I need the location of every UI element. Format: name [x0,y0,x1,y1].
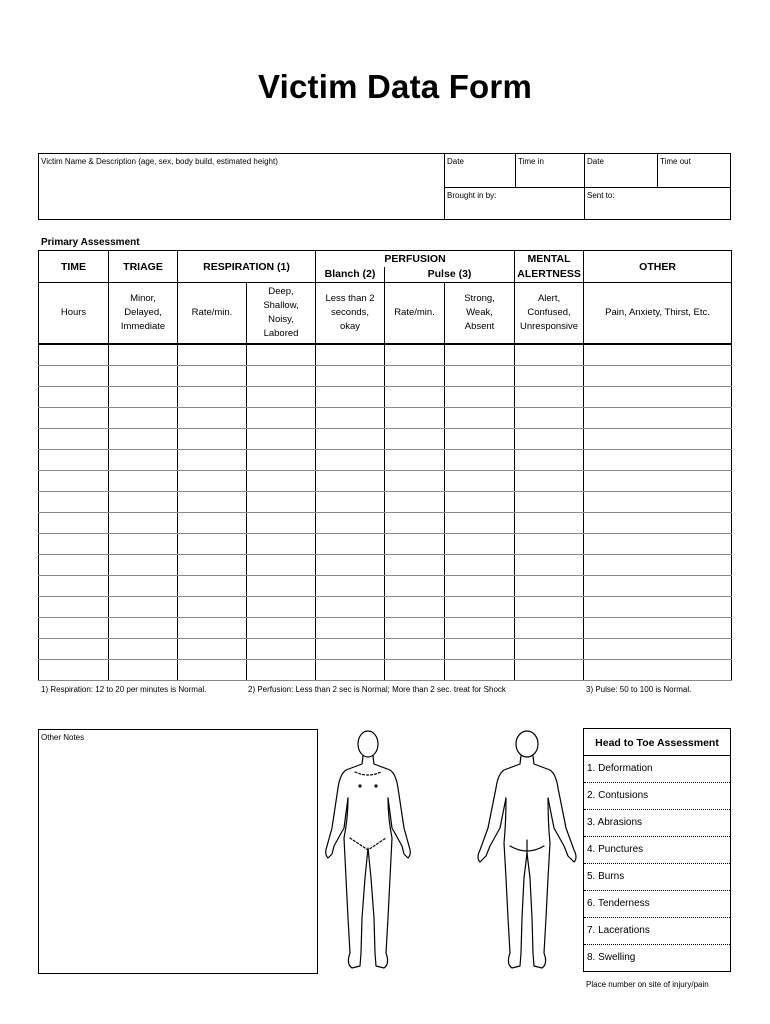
mental-opt: Confused, [527,306,571,318]
other-notes-label: Other Notes [41,733,85,742]
table-cell[interactable] [515,428,584,449]
table-cell[interactable] [247,365,316,386]
time-out-label: Time out [660,157,691,166]
table-cell[interactable] [445,617,515,638]
table-cell[interactable] [178,554,247,575]
table-cell[interactable] [445,407,515,428]
table-cell[interactable] [178,428,247,449]
table-cell[interactable] [109,407,178,428]
table-cell[interactable] [316,470,385,491]
victim-info-box [38,153,731,220]
mental-header-line2: ALERTNESS [515,267,584,283]
assessment-item-lacerations: 7. Lacerations [584,917,730,944]
time-header: TIME [39,251,109,283]
table-cell[interactable] [445,575,515,596]
table-cell[interactable] [445,512,515,533]
table-cell[interactable] [515,638,584,659]
body-back-diagram[interactable] [472,728,582,976]
time-in-label: Time in [518,157,544,166]
time-in-field[interactable] [516,154,585,188]
table-cell[interactable] [515,344,584,366]
table-cell[interactable] [109,365,178,386]
pulse-quality-opt: Strong, [464,292,495,304]
mental-opt: Unresponsive [519,320,579,332]
table-cell[interactable] [247,554,316,575]
date-out-field[interactable] [585,154,658,188]
table-cell[interactable] [385,617,445,638]
table-cell[interactable] [445,491,515,512]
table-cell[interactable] [385,638,445,659]
table-cell[interactable] [178,365,247,386]
table-cell[interactable] [39,554,109,575]
victim-name-field[interactable] [39,154,445,219]
table-row [39,596,732,617]
table-cell[interactable] [445,470,515,491]
table-cell[interactable] [316,617,385,638]
resp-quality-opt: Deep, [268,285,294,297]
table-cell[interactable] [316,428,385,449]
table-cell[interactable] [39,533,109,554]
table-row [39,533,732,554]
table-row [39,659,732,680]
table-cell[interactable] [515,449,584,470]
table-cell[interactable] [385,386,445,407]
time-out-field[interactable] [658,154,730,188]
blanch-opt: seconds, [331,306,370,318]
table-cell[interactable] [584,470,732,491]
table-cell[interactable] [515,407,584,428]
assessment-item-swelling: 8. Swelling [584,944,730,971]
table-cell[interactable] [178,344,247,366]
triage-opt: Delayed, [124,306,162,318]
assessment-entry-rows [39,344,732,681]
table-cell[interactable] [109,491,178,512]
head-to-toe-panel [583,728,731,972]
table-cell[interactable] [178,512,247,533]
brought-in-by-label: Brought in by: [447,191,497,200]
table-cell[interactable] [515,596,584,617]
table-row [39,575,732,596]
table-cell[interactable] [385,533,445,554]
table-cell[interactable] [178,638,247,659]
table-cell[interactable] [584,659,732,680]
table-cell[interactable] [247,512,316,533]
resp-quality-subheader [247,283,316,344]
mental-opt: Alert, [537,292,561,304]
table-cell[interactable] [515,575,584,596]
table-cell[interactable] [247,407,316,428]
table-cell[interactable] [247,575,316,596]
victim-name-label: Victim Name & Description (age, sex, body build, estimated height) [41,157,278,166]
table-cell[interactable] [39,596,109,617]
table-cell[interactable] [385,470,445,491]
table-cell[interactable] [109,596,178,617]
assessment-item-burns: 5. Burns [584,863,730,890]
mental-subheader [515,283,584,344]
table-cell[interactable] [515,491,584,512]
table-cell[interactable] [445,554,515,575]
blanch-subheader [316,283,385,344]
table-cell[interactable] [584,491,732,512]
table-cell[interactable] [515,554,584,575]
perfusion-header: PERFUSION [316,251,515,267]
table-cell[interactable] [385,554,445,575]
table-cell[interactable] [178,470,247,491]
table-cell[interactable] [247,659,316,680]
blanch-opt: okay [339,320,361,332]
table-cell[interactable] [515,533,584,554]
blanch-opt: Less than 2 [325,292,375,304]
table-row [39,512,732,533]
table-cell[interactable] [39,386,109,407]
table-cell[interactable] [385,659,445,680]
table-cell[interactable] [445,596,515,617]
table-cell[interactable] [247,491,316,512]
triage-opt: Immediate [120,320,166,332]
table-cell[interactable] [316,386,385,407]
head-to-toe-title: Head to Toe Assessment [583,728,731,756]
table-row [39,617,732,638]
table-cell[interactable] [247,470,316,491]
table-cell[interactable] [178,596,247,617]
table-cell[interactable] [445,365,515,386]
table-cell[interactable] [178,533,247,554]
table-cell[interactable] [247,428,316,449]
table-cell[interactable] [39,470,109,491]
table-cell[interactable] [247,533,316,554]
sent-to-field[interactable] [585,188,730,219]
table-cell[interactable] [515,659,584,680]
table-row [39,554,732,575]
pulse-quality-opt: Absent [464,320,495,332]
assessment-item-abrasions: 3. Abrasions [584,809,730,836]
table-cell[interactable] [39,365,109,386]
table-row [39,491,732,512]
table-cell[interactable] [39,428,109,449]
table-cell[interactable] [316,659,385,680]
footnote-perfusion: 2) Perfusion: Less than 2 sec is Normal; More than 2 sec. treat for Shock [248,685,506,694]
table-cell[interactable] [109,512,178,533]
table-cell[interactable] [584,449,732,470]
table-cell[interactable] [515,365,584,386]
table-cell[interactable] [385,596,445,617]
table-cell[interactable] [445,533,515,554]
table-cell[interactable] [178,617,247,638]
table-cell[interactable] [109,428,178,449]
pulse-header: Pulse (3) [385,267,515,283]
table-cell[interactable] [109,470,178,491]
table-cell[interactable] [584,344,732,366]
pulse-quality-opt: Weak, [466,306,493,318]
table-row [39,449,732,470]
table-cell[interactable] [584,428,732,449]
table-cell[interactable] [445,428,515,449]
table-row [39,470,732,491]
table-cell[interactable] [385,575,445,596]
table-cell[interactable] [584,638,732,659]
table-cell[interactable] [385,428,445,449]
table-cell[interactable] [247,596,316,617]
table-cell[interactable] [316,344,385,366]
table-cell[interactable] [316,449,385,470]
table-cell[interactable] [316,533,385,554]
table-cell[interactable] [316,365,385,386]
table-cell[interactable] [385,449,445,470]
triage-opt: Minor, [130,292,156,304]
head-to-toe-footer: Place number on site of injury/pain [586,980,709,989]
form-title: Victim Data Form [258,68,532,105]
table-cell[interactable] [445,386,515,407]
assessment-item-tenderness: 6. Tenderness [584,890,730,917]
table-cell[interactable] [39,575,109,596]
table-cell[interactable] [178,575,247,596]
table-cell[interactable] [39,659,109,680]
resp-quality-opt: Labored [263,327,299,339]
table-cell[interactable] [584,407,732,428]
table-cell[interactable] [445,344,515,366]
table-cell[interactable] [515,512,584,533]
other-subheader: Pain, Anxiety, Thirst, Etc. [584,283,732,344]
resp-rate-subheader: Rate/min. [178,283,247,344]
resp-quality-opt: Shallow, [263,299,299,311]
table-cell[interactable] [385,491,445,512]
table-cell[interactable] [515,386,584,407]
table-cell[interactable] [316,554,385,575]
date-in-label: Date [447,157,464,166]
table-cell[interactable] [178,386,247,407]
triage-subheader [109,283,178,344]
table-cell[interactable] [584,386,732,407]
table-row [39,638,732,659]
table-row [39,365,732,386]
respiration-header: RESPIRATION (1) [178,251,316,283]
assessment-item-punctures: 4. Punctures [584,836,730,863]
table-cell[interactable] [39,638,109,659]
assessment-item-contusions: 2. Contusions [584,782,730,809]
other-notes-box[interactable] [38,729,318,974]
other-header: OTHER [584,251,732,283]
table-cell[interactable] [584,554,732,575]
table-cell[interactable] [316,512,385,533]
table-cell[interactable] [584,365,732,386]
footnote-respiration: 1) Respiration: 12 to 20 per minutes is Normal. [41,685,207,694]
table-cell[interactable] [445,638,515,659]
table-cell[interactable] [39,449,109,470]
table-cell[interactable] [385,365,445,386]
table-row [39,428,732,449]
table-cell[interactable] [316,491,385,512]
table-row [39,407,732,428]
resp-quality-opt: Noisy, [268,313,294,325]
table-cell[interactable] [316,575,385,596]
pulse-rate-subheader: Rate/min. [385,283,445,344]
table-cell[interactable] [39,407,109,428]
table-cell[interactable] [178,449,247,470]
pulse-quality-subheader [445,283,515,344]
table-cell[interactable] [39,617,109,638]
table-cell[interactable] [109,638,178,659]
table-cell[interactable] [584,575,732,596]
table-cell[interactable] [316,638,385,659]
table-cell[interactable] [109,575,178,596]
table-cell[interactable] [385,512,445,533]
table-cell[interactable] [39,344,109,366]
table-cell[interactable] [584,512,732,533]
head-to-toe-list [583,756,731,972]
sent-to-label: Sent to: [587,191,615,200]
table-cell[interactable] [316,596,385,617]
table-cell[interactable] [109,617,178,638]
body-front-diagram[interactable] [318,728,418,976]
table-cell[interactable] [109,344,178,366]
mental-header-line1: MENTAL [515,251,584,267]
table-cell[interactable] [515,470,584,491]
table-cell[interactable] [385,407,445,428]
table-cell[interactable] [178,407,247,428]
table-cell[interactable] [445,449,515,470]
assessment-item-deformation: 1. Deformation [587,763,653,774]
table-cell[interactable] [247,449,316,470]
date-out-label: Date [587,157,604,166]
table-row [39,344,732,366]
table-cell[interactable] [39,512,109,533]
table-cell[interactable] [247,344,316,366]
primary-assessment-title: Primary Assessment [41,237,140,248]
table-cell[interactable] [109,386,178,407]
table-cell[interactable] [584,617,732,638]
table-cell[interactable] [515,617,584,638]
table-cell[interactable] [109,449,178,470]
table-cell[interactable] [109,554,178,575]
table-cell[interactable] [247,638,316,659]
table-cell[interactable] [247,386,316,407]
triage-header: TRIAGE [109,251,178,283]
table-cell[interactable] [584,533,732,554]
brought-in-by-field[interactable] [445,188,585,219]
table-cell[interactable] [39,491,109,512]
table-cell[interactable] [178,491,247,512]
footnote-pulse: 3) Pulse: 50 to 100 is Normal. [586,685,692,694]
date-in-field[interactable] [445,154,516,188]
blanch-header: Blanch (2) [316,267,385,283]
table-cell[interactable] [584,596,732,617]
table-cell[interactable] [445,659,515,680]
table-cell[interactable] [109,533,178,554]
table-cell[interactable] [247,617,316,638]
table-cell[interactable] [109,659,178,680]
table-cell[interactable] [385,344,445,366]
table-row [39,386,732,407]
table-cell[interactable] [178,659,247,680]
table-cell[interactable] [316,407,385,428]
primary-assessment-table [38,250,732,681]
hours-subheader: Hours [39,283,109,344]
